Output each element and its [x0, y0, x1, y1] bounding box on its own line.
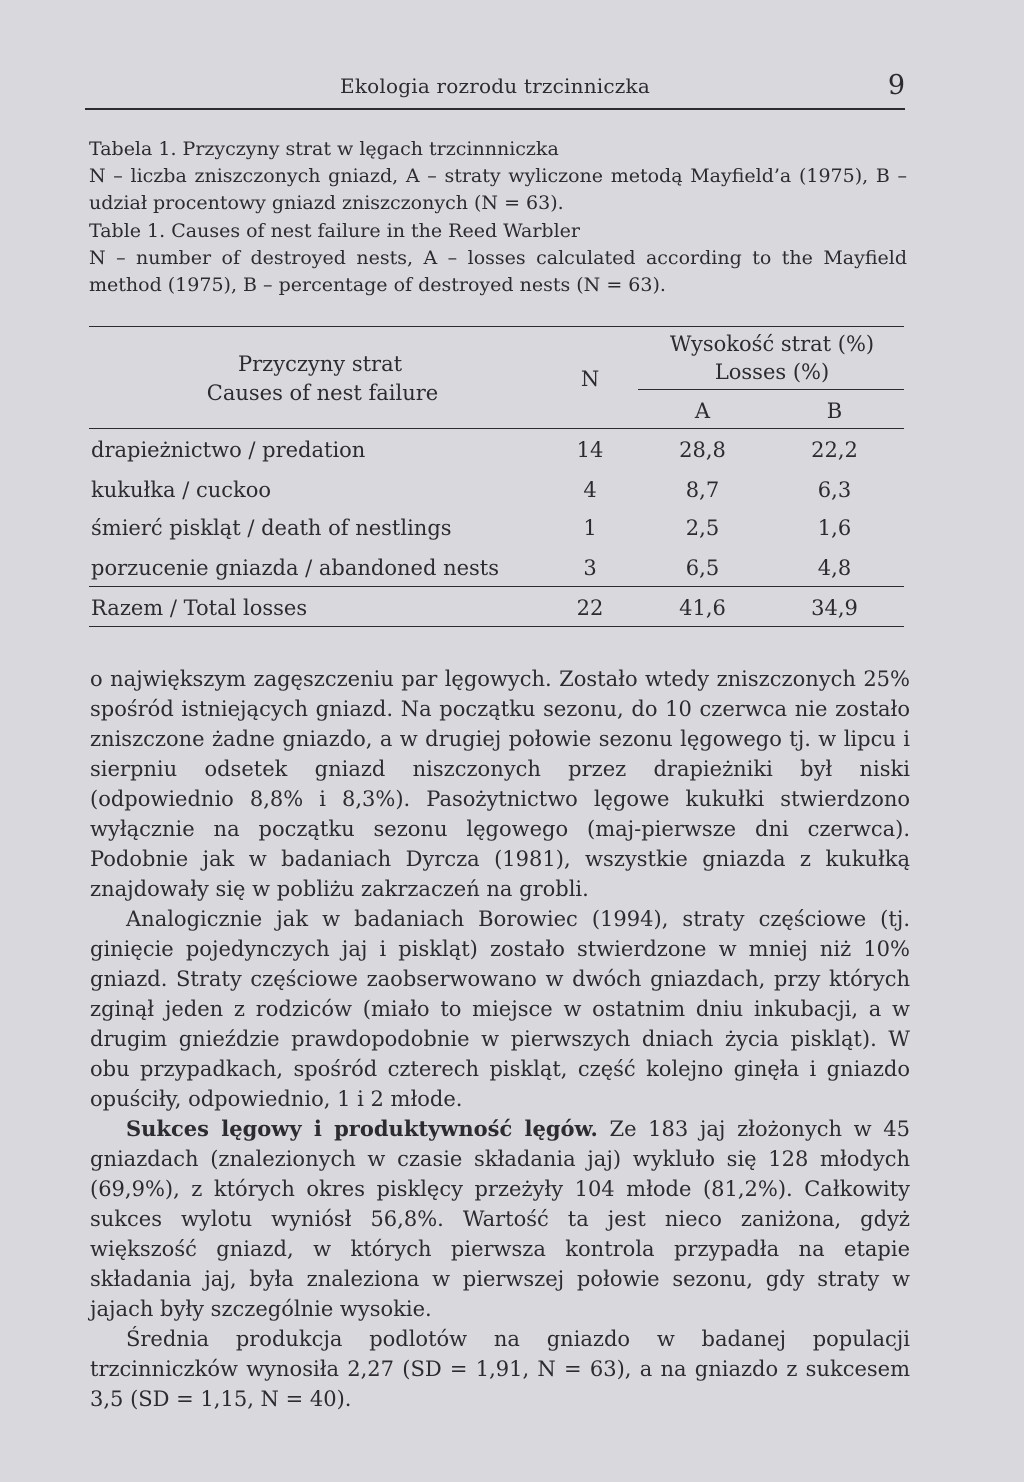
row-b: 4,8	[817, 556, 852, 580]
total-b: 34,9	[811, 596, 858, 620]
row-cause: śmierć piskląt / death of nestlings	[91, 516, 452, 540]
row-a: 6,5	[685, 556, 720, 580]
table-top-rule	[89, 326, 904, 327]
row-b: 6,3	[817, 478, 852, 502]
caption-pl-title: Tabela 1. Przyczyny strat w lęgach trzcinnniczka	[89, 138, 559, 160]
total-n: 22	[576, 596, 604, 620]
row-n: 14	[576, 438, 604, 462]
row-n: 3	[583, 556, 597, 580]
row-b: 1,6	[817, 516, 852, 540]
losses-subrule	[638, 389, 904, 390]
table-caption-en	[89, 218, 907, 299]
row-cause: drapieżnictwo / predation	[91, 438, 366, 462]
paragraph: o największym zagęszczeniu par lęgowych. Zostało wtedy zniszczonych 25% spośród istniejących gniazd. Na początku sezonu, do 10 czerwca nie zostało zniszczone żadne gniazdo, a w drugiej połowie sezonu lęgowego tj. w lipcu i sierpniu odsetek gniazd niszczonych przez drapieżniki był niski (odpowiednio 8,8% i 8,3%). Pasożytnictwo lęgowe kukułki stwierdzono wyłącznie na początku sezonu lęgowego (maj-pierwsze dni czerwca). Podobnie jak w badaniach Dyrcza (1981), wszystkie gniazda z kukułką znajdowały się w pobliżu zakrzaczeń na grobli.	[90, 667, 910, 901]
paragraph: Analogicznie jak w badaniach Borowiec (1994), straty częściowe (tj. ginięcie pojedynczych jaj i piskląt) zostało stwierdzone w mniej niż 10% gniazd. Straty częściowe zaobserwowano w dwóch gniazdach, przy których zginął jeden z rodziców (miało to miejsce w ostatnim dniu inkubacji, a w drugim gnieździe prawdopodobnie w pierwszych dniach życia piskląt). W obu przypadkach, spośród czterech piskląt, część kolejno ginęła i gniazdo opuściły, odpowiednio, 1 i 2 młode.	[90, 907, 910, 1111]
row-cause: kukułka / cuckoo	[91, 478, 272, 502]
page-header	[85, 70, 905, 110]
header-a: A	[694, 399, 711, 423]
caption-en-title: Table 1. Causes of nest failure in the Reed Warbler	[89, 220, 580, 242]
table-caption-pl	[89, 136, 907, 217]
row-a: 2,5	[685, 516, 720, 540]
row-n: 4	[583, 478, 597, 502]
header-n: N	[580, 367, 600, 391]
caption-en-desc: N – number of destroyed nests, A – losses calculated according to the Mayfield method (1975), B – percentage of destroyed nests (N = 63).	[89, 247, 907, 296]
header-b: B	[826, 399, 843, 423]
caption-pl-desc: N – liczba zniszczonych gniazd, A – straty wyliczone metodą Mayfield’a (1975), B – udział procentowy gniazd zniszczonych (N = 63).	[89, 165, 907, 214]
page-number: 9	[887, 70, 905, 101]
paragraph	[90, 1114, 910, 1324]
table-bottom-rule	[89, 626, 904, 627]
header-cause-en: Causes of nest failure	[206, 381, 439, 405]
row-a: 28,8	[679, 438, 726, 462]
row-cause: porzucenie gniazda / abandoned nests	[91, 556, 500, 580]
running-title: Ekologia rozrodu trzcinniczka	[340, 74, 650, 98]
body-text	[90, 664, 910, 1414]
row-n: 1	[583, 516, 597, 540]
header-losses-en: Losses (%)	[714, 360, 830, 384]
row-b: 22,2	[811, 438, 858, 462]
header-losses-pl: Wysokość strat (%)	[669, 332, 875, 356]
paragraph: Średnia produkcja podlotów na gniazdo w badanej populacji trzcinniczków wynosiła 2,27 (SD = 1,91, N = 63), a na gniazdo z sukcesem 3,5 (SD = 1,15, N = 40).	[90, 1327, 910, 1411]
total-a: 41,6	[679, 596, 726, 620]
header-cause-pl: Przyczyny strat	[237, 352, 403, 376]
table-header-rule	[89, 428, 904, 429]
total-cause: Razem / Total losses	[91, 596, 308, 620]
section-heading: Sukces lęgowy i produktywność lęgów.	[126, 1116, 598, 1141]
table-total-rule	[89, 586, 904, 587]
row-a: 8,7	[685, 478, 720, 502]
paragraph-text: Ze 183 jaj złożonych w 45 gniazdach (znalezionych w czasie składania jaj) wykluło się 128 młodych (69,9%), z których okres pisklęcy przeżyły 104 młode (81,2%). Całkowity sukces wylotu wyniósł 56,8%. Wartość ta jest nieco zaniżona, gdyż większość gniazd, w których pierwsza kontrola przypadła na etapie składania jaj, była znaleziona w pierwszej połowie sezonu, gdy straty w jajach były szczególnie wysokie.	[90, 1117, 910, 1321]
